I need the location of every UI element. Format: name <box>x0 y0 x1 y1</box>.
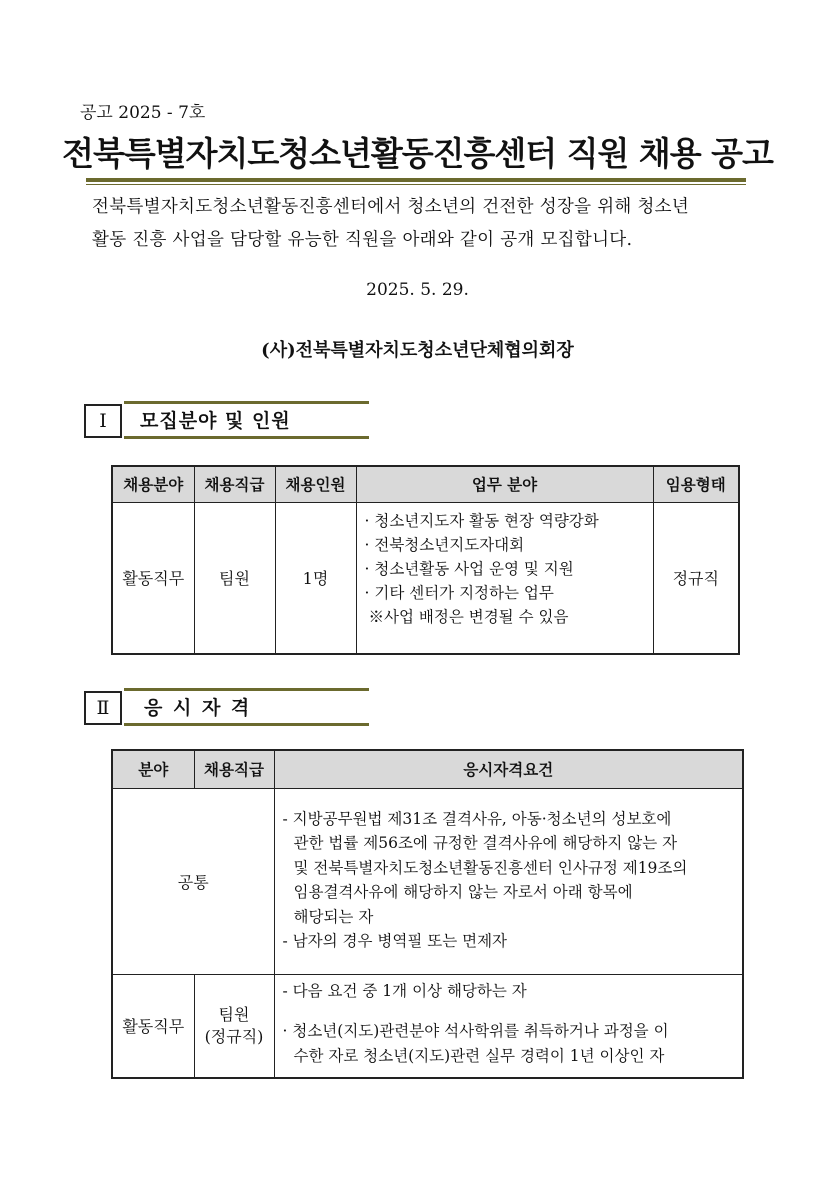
section-rule-top <box>124 401 369 404</box>
grade-line: 팀원 <box>218 1004 250 1024</box>
duty-note: ※사업 배정은 변경될 수 있음 <box>368 607 569 626</box>
section-number: Ⅱ <box>84 691 122 725</box>
section-rule-bottom <box>124 723 369 726</box>
count-cell: 1명 <box>275 502 356 654</box>
requirement-line: 관한 법률 제56조에 규정한 결격사유에 해당하지 않는 자 <box>293 834 678 852</box>
column-header: 채용직급 <box>194 750 274 788</box>
spacer <box>283 1003 737 1019</box>
table-row <box>112 502 739 654</box>
field-cell: 활동직무 <box>112 502 194 654</box>
duty-item: · 기타 센터가 지정하는 업무 <box>364 583 554 602</box>
title-divider <box>86 178 746 182</box>
employment-cell: 정규직 <box>653 502 739 654</box>
table-row <box>112 788 743 974</box>
column-header: 업무 분야 <box>356 466 653 502</box>
column-header: 채용분야 <box>112 466 194 502</box>
duties-cell <box>356 502 653 654</box>
notice-number: 공고 2025 - 7호 <box>80 103 206 123</box>
section-rule-top <box>124 688 369 691</box>
grade-cell: 팀원 <box>194 502 275 654</box>
column-header: 응시자격요건 <box>274 750 743 788</box>
grade-line: (정규직) <box>204 1026 264 1046</box>
page-title: 전북특별자치도청소년활동진흥센터 직원 채용 공고 <box>62 134 773 173</box>
requirement-line: 임용결격사유에 해당하지 않는 자로서 아래 항목에 <box>293 883 633 901</box>
column-header: 분야 <box>112 750 194 788</box>
section-number: Ⅰ <box>84 404 122 438</box>
section-title: 응 시 자 격 <box>144 697 252 719</box>
duty-item: · 전북청소년지도자대회 <box>364 535 525 554</box>
notice-date: 2025. 5. 29. <box>366 280 469 300</box>
intro-paragraph <box>92 191 752 257</box>
section-title: 모집분야 및 인원 <box>140 410 291 432</box>
table-header-row <box>112 750 743 788</box>
title-divider-thin <box>86 184 746 185</box>
common-label-cell: 공통 <box>112 788 274 974</box>
requirement-line: - 다음 요건 중 1개 이상 해당하는 자 <box>282 981 527 1000</box>
requirement-line: 해당되는 자 <box>293 907 374 926</box>
grade-cell <box>194 974 274 1078</box>
activity-requirements-cell <box>274 974 743 1078</box>
section-rule-bottom <box>124 436 369 439</box>
requirement-line: · 청소년(지도)관련분야 석사학위를 취득하거나 과정을 이 <box>282 1022 669 1040</box>
table-row <box>112 974 743 1078</box>
duty-item: · 청소년지도자 활동 현장 역량강화 <box>364 511 599 530</box>
qualification-table <box>111 749 744 1079</box>
column-header: 채용직급 <box>194 466 275 502</box>
requirement-line: - 지방공무원법 제31조 결격사유, 아동·청소년의 성보호에 <box>282 809 672 828</box>
recruitment-table <box>111 465 740 655</box>
field-cell: 활동직무 <box>112 974 194 1078</box>
table-header-row <box>112 466 739 502</box>
issuer-name: (사)전북특별자치도청소년단체협의회장 <box>261 340 574 361</box>
column-header: 임용형태 <box>653 466 739 502</box>
requirement-line: 수한 자로 청소년(지도)관련 실무 경력이 1년 이상인 자 <box>293 1046 665 1065</box>
common-requirements-cell <box>274 788 743 974</box>
duty-item: · 청소년활동 사업 운영 및 지원 <box>364 559 574 578</box>
column-header: 채용인원 <box>275 466 356 502</box>
intro-line: 활동 진흥 사업을 담당할 유능한 직원을 아래와 같이 공개 모집합니다. <box>92 230 633 250</box>
intro-line: 전북특별자치도청소년활동진흥센터에서 청소년의 건전한 성장을 위해 청소년 <box>92 197 690 217</box>
requirement-line: 및 전북특별자치도청소년활동진흥센터 인사규정 제19조의 <box>293 858 688 877</box>
requirement-line: - 남자의 경우 병역필 또는 면제자 <box>282 932 508 950</box>
